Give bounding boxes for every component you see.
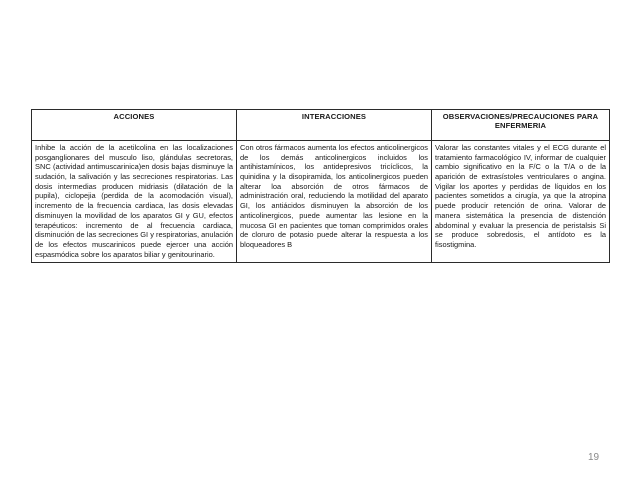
table-header-row [32, 110, 610, 141]
header-interacciones: INTERACCIONES [237, 110, 432, 141]
cell-acciones: Inhibe la acción de la acetilcolina en las localizaciones posganglionares del musculo liso, glándulas secretoras, SNC (actividad antimuscarinica)en dosis bajas disminuye la sudación, la salivación y las secreciones respiratorias. Las dosis intermedias producen midriasis (dilatación de la pupila), ciclopejia (perdida de la acomodación visual), incremento de la frecuencia cardiaca, las dosis elevadas disminuyen la movilidad de los aparatos GI y GU, efectos terapéuticos: incremento de al frecuencia cardiaca, disminución de las secreciones GI y respiratorias, anulación de los efectos muscarinicos puede ejercer una acción espasmódica sobre los aparatos biliar y genitourinario. [32, 141, 237, 263]
page-number: 19 [588, 452, 600, 463]
header-observaciones: OBSERVACIONES/PRECAUCIONES PARA ENFERMERIA [432, 110, 610, 141]
cell-interacciones: Con otros fármacos aumenta los efectos anticolinergicos de los demás anticolinergicos incluidos los antihistamínicos, los antidepresivos tricíclicos, la quinidina y la disopiramida, los anticolinergicos pueden alterar loa absorción de otros fármacos de administración oral, reduciendo la motilidad del aparato GI, los antiácidos disminuyen la absorción de los anticolinergicos, puede aumentar las lesione en la mucosa GI en pacientes que toman comprimidos orales de cloruro de potasio puede alterar la respuesta a los bloqueadores B [237, 141, 432, 263]
drug-info-table [31, 109, 610, 263]
header-acciones: ACCIONES [32, 110, 237, 141]
cell-observaciones: Valorar las constantes vitales y el ECG durante el tratamiento farmacológico IV, informar de cualquier cambio significativo en la F/C o la T/A o de la aparición de extrasístoles ventriculares o angina. Vigilar los aportes y perdidas de líquidos en los pacientes sometidos a cirugía, ya que la atropina puede producir retención de orina. Valorar de manera sistemática la presencia de distención abdominal y evaluar la presencia de peristalsis Si se produce sobredosis, el antídoto es la fisostigmina. [432, 141, 610, 263]
table-row [32, 141, 610, 263]
